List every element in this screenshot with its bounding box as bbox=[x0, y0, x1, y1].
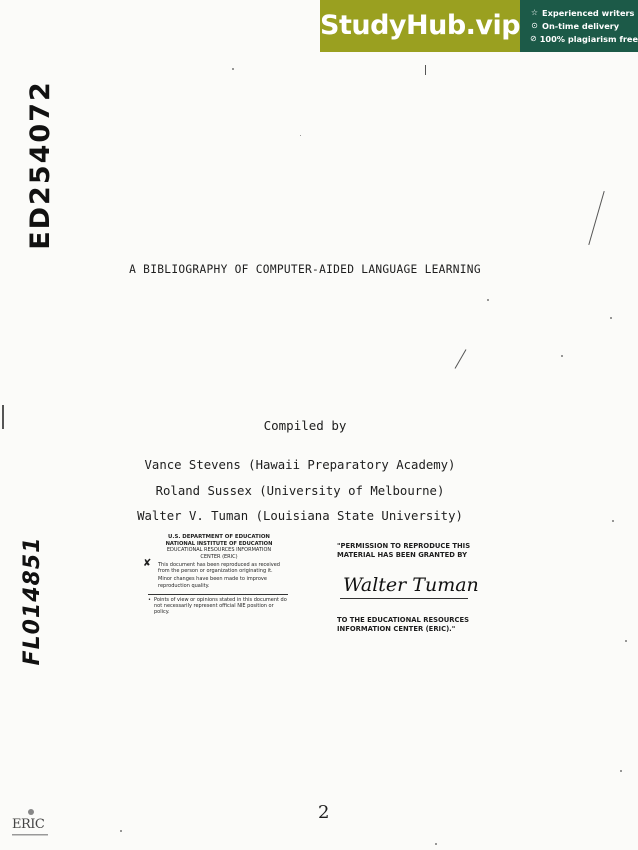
clock-icon: ⊙ bbox=[531, 21, 538, 30]
scan-speck bbox=[610, 317, 612, 319]
stamp-checked-item bbox=[143, 558, 290, 575]
eric-logo-text: ERIC bbox=[12, 817, 45, 832]
scan-mark bbox=[425, 65, 426, 75]
banner-feature-list bbox=[530, 6, 638, 45]
banner-logo[interactable]: StudyHub.vip bbox=[320, 0, 520, 52]
handwritten-signature: Walter Tuman bbox=[343, 574, 479, 596]
to-eric-statement: TO THE EDUCATIONAL RESOURCES INFORMATION CENTER (ERIC)." bbox=[337, 616, 470, 633]
scan-speck bbox=[232, 68, 234, 70]
stamp-dept: U.S. DEPARTMENT OF EDUCATION bbox=[168, 534, 270, 540]
stamp-institute: NATIONAL INSTITUTE OF EDUCATION bbox=[165, 540, 273, 547]
scan-speck bbox=[625, 640, 627, 642]
fl-accession-number: FL014851 bbox=[20, 536, 45, 666]
checkmark-icon: ✘ bbox=[143, 558, 152, 569]
banner-feature bbox=[530, 19, 638, 32]
banner-feature-label: On-time delivery bbox=[542, 20, 620, 31]
banner-feature-label: 100% plagiarism free bbox=[539, 33, 638, 44]
document-title: A BIBLIOGRAPHY OF COMPUTER-AIDED LANGUAGE LEARNING bbox=[129, 263, 481, 276]
star-icon: ☆ bbox=[530, 8, 539, 17]
ed-accession-number: ED254072 bbox=[25, 80, 56, 250]
scan-speck bbox=[300, 135, 301, 136]
permission-statement: "PERMISSION TO REPRODUCE THIS MATERIAL HAS BEEN GRANTED BY bbox=[337, 542, 471, 559]
banner-feature bbox=[530, 32, 638, 45]
stamp-points-of-view bbox=[148, 597, 290, 616]
stamp-points-text: Points of view or opinions stated in this document do not necessarily represent official NIE position or policy. bbox=[154, 596, 287, 616]
banner-feature bbox=[530, 6, 638, 19]
scan-speck bbox=[620, 770, 622, 772]
ad-banner[interactable] bbox=[320, 0, 638, 52]
bullet-icon: • bbox=[148, 596, 151, 603]
author-line: Walter V. Tuman (Louisiana State University) bbox=[137, 509, 463, 523]
stamp-divider bbox=[148, 594, 288, 595]
scan-speck bbox=[612, 520, 614, 522]
stamp-center2: CENTER (ERIC) bbox=[200, 553, 238, 560]
scan-speck bbox=[487, 299, 489, 301]
eric-reproduction-stamp bbox=[143, 534, 290, 616]
author-line: Roland Sussex (University of Melbourne) bbox=[155, 484, 445, 498]
scan-speck bbox=[561, 355, 563, 357]
scan-speck bbox=[435, 843, 437, 845]
author-line: Vance Stevens (Hawaii Preparatory Academy) bbox=[144, 458, 456, 472]
stamp-minor-changes: Minor changes have been made to improve reproduction quality. bbox=[158, 576, 267, 589]
compiled-by-label: Compiled by bbox=[263, 418, 347, 433]
scan-speck bbox=[120, 830, 122, 832]
scan-mark bbox=[588, 191, 604, 245]
stamp-checked-text: This document has been reproduced as received from the person or organization originating it. bbox=[158, 562, 280, 575]
shield-icon: ⊘ bbox=[530, 34, 537, 43]
scan-mark bbox=[2, 405, 4, 429]
page-number: 2 bbox=[318, 802, 330, 823]
banner-feature-label: Experienced writers bbox=[542, 7, 635, 18]
scan-mark bbox=[455, 349, 467, 369]
signature-line bbox=[340, 598, 468, 599]
stamp-center: EDUCATIONAL RESOURCES INFORMATION bbox=[166, 547, 272, 553]
